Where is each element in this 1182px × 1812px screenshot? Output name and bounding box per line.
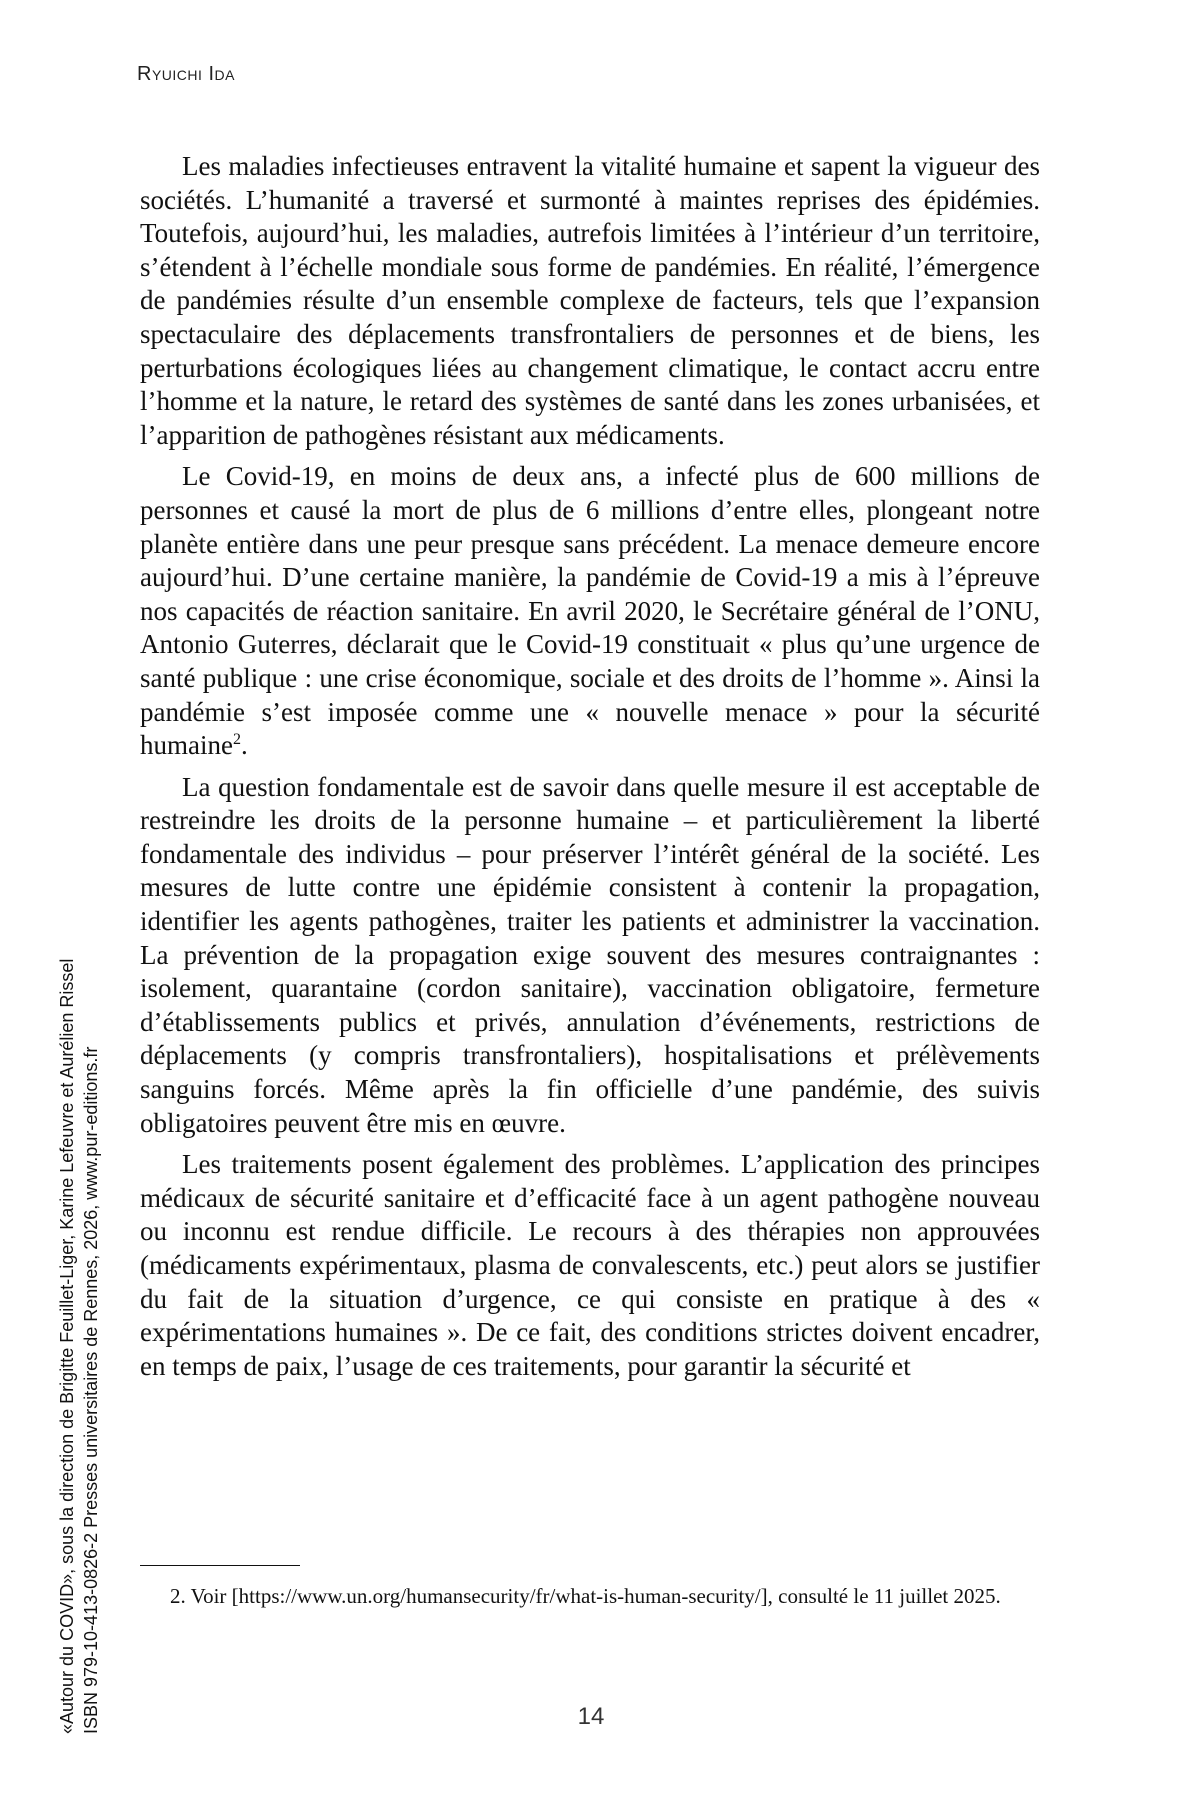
running-head: Ryuichi Ida <box>137 63 235 85</box>
footnote: 2. Voir [https://www.un.org/humansecurity/fr/what-is-human-security/], consulté le 11 juillet 2025. <box>170 1584 1001 1608</box>
paragraph: Les maladies infectieuses entravent la vitalité humaine et sapent la vigueur des sociétés. L’humanité a traversé et surmonté à maintes reprises des épidémies. Toutefois, aujourd’hui, les maladies, autrefois limitées à l’intérieur d’un territoire, s’étendent à l’échelle mondiale sous forme de pandémies. En réalité, l’émergence de pandémies résulte d’un ensemble complexe de facteurs, tels que l’expansion spectaculaire des déplacements transfrontaliers de personnes et de biens, les perturbations écologiques liées au changement climatique, le contact accru entre l’homme et la nature, le retard des systèmes de santé dans les zones urbanisées, et l’apparition de pathogènes résistant aux médicaments. <box>140 151 1040 450</box>
paragraph-end-punctuation: . <box>240 730 248 761</box>
paragraph: Les traitements posent également des problèmes. L’application des principes médicaux de sécurité sanitaire et d’efficacité face à un agent pathogène nouveau ou inconnu est rendue difficile. Le recours à des thérapies non approuvées (médicaments expérimentaux, plasma de convalescents, etc.) peut alors se justifier du fait de la situation d’urgence, ce qui consiste en pratique à des « expérimentations humaines ». De ce fait, des conditions strictes doivent encadrer, en temps de paix, l’usage de ces traitements, pour garantir la sécurité et <box>140 1149 1040 1381</box>
paragraph-text: Le Covid-19, en moins de deux ans, a infecté plus de 600 millions de personnes et causé la mort de plus de 6 millions d’entre elles, plongeant notre planète entière dans une peur presque sans précédent. La menace demeure encore aujourd’hui. D’une certaine manière, la pandémie de Covid-19 a mis à l’épreuve nos capacités de réaction sanitaire. En avril 2020, le Secrétaire général de l’ONU, Antonio Guterres, déclarait que le Covid-19 constituait « plus qu’une urgence de santé publique : une crise économique, sociale et des droits de l’homme ». Ainsi la pandémie s’est imposée comme une « nouvelle menace » pour la sécurité humaine <box>140 461 1040 761</box>
side-credit-line: «Autour du COVID», sous la direction de Brigitte Feuillet-Liger, Karine Lefeuvre et Aurélien Rissel <box>57 958 77 1734</box>
side-credit <box>55 794 103 1734</box>
page-number: 14 <box>577 1703 605 1730</box>
paragraph <box>140 460 1040 762</box>
side-credit-line: ISBN 979-10-413-0826-2 Presses universitaires de Rennes, 2026, www.pur-editions.fr <box>81 1046 101 1734</box>
body-text <box>140 150 1040 1391</box>
footnote-separator <box>140 1565 300 1566</box>
paragraph: La question fondamentale est de savoir dans quelle mesure il est acceptable de restreindre les droits de la personne humaine – et particulièrement la liberté fondamentale des individus – pour préserver l’intérêt général de la société. Les mesures de lutte contre une épidémie consistent à contenir la propagation, identifier les agents pathogènes, traiter les patients et administrer la vaccination. La prévention de la propagation exige souvent des mesures contraignantes : isolement, quarantaine (cordon sanitaire), vaccination obligatoire, fermeture d’établissements publics et privés, annulation d’événements, restrictions de déplacements (y compris transfrontaliers), hospitalisations et prélèvements sanguins forcés. Même après la fin officielle d’une pandémie, des suivis obligatoires peuvent être mis en œuvre. <box>140 771 1040 1138</box>
footnote-reference: 2 <box>232 731 241 749</box>
